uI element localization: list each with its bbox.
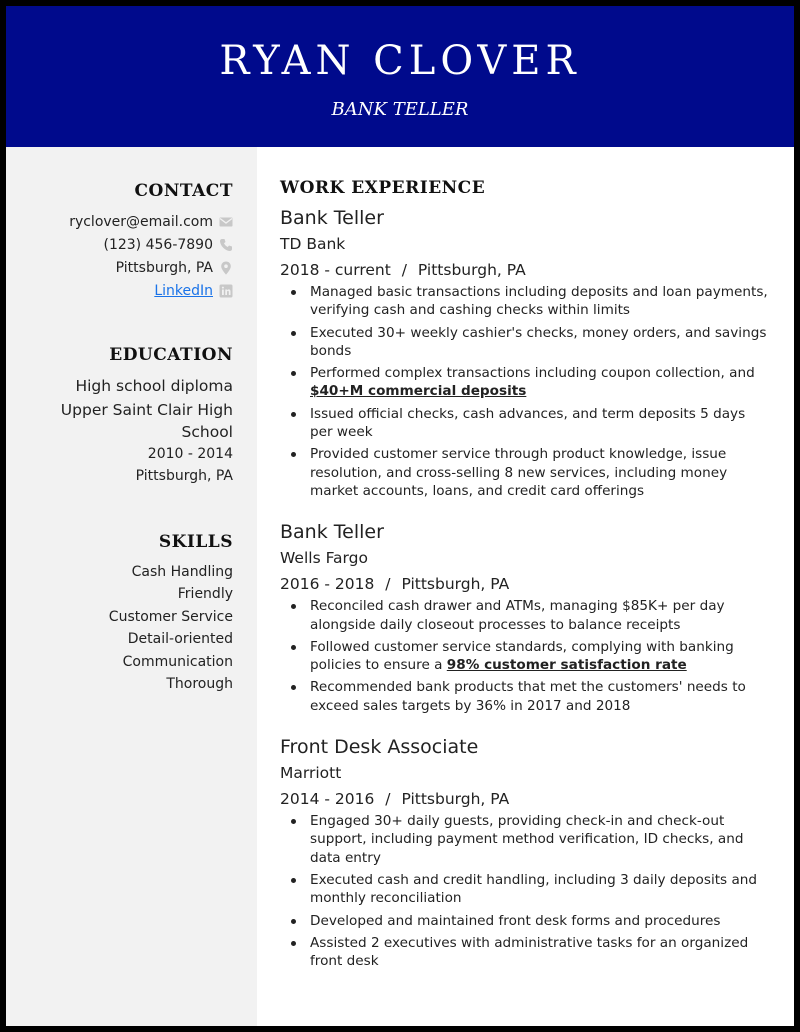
linkedin-link[interactable]: LinkedIn [154, 282, 213, 299]
contact-location [23, 256, 233, 279]
job-bullet: Reconciled cash drawer and ATMs, managing $85K+ per day alongside daily closeout processes to balance receipts [310, 597, 770, 634]
bullet-text: Followed customer service standards, complying with banking policies to ensure a [310, 638, 734, 674]
job-bullets [280, 283, 770, 500]
job-company: TD Bank [280, 235, 346, 253]
resume-page [6, 6, 794, 1026]
contact-email [23, 210, 233, 233]
job-bullet: Developed and maintained front desk forms and procedures [310, 912, 770, 930]
job-dates-location [280, 571, 770, 597]
job-entry [280, 735, 770, 970]
job-entry [280, 206, 770, 500]
education-years: 2010 - 2014 [147, 446, 233, 462]
skill-item: Detail-oriented [127, 631, 233, 648]
email-text: ryclover@email.com [69, 213, 213, 230]
job-bullet: Issued official checks, cash advances, and term deposits 5 days per week [310, 405, 770, 442]
job-location: Pittsburgh, PA [401, 790, 510, 809]
job-bullet [310, 638, 770, 675]
job-bullet: Executed cash and credit handling, including 3 daily deposits and monthly reconciliation [310, 871, 770, 908]
education-title: EDUCATION [109, 345, 233, 365]
education-school-line2: School [181, 423, 233, 441]
work-experience-title: WORK EXPERIENCE [280, 178, 486, 198]
job-company: Wells Fargo [280, 549, 368, 568]
job-entry [280, 520, 770, 715]
contact-phone [23, 233, 233, 256]
location-text: Pittsburgh, PA [115, 259, 213, 276]
skill-item: Cash Handling [131, 564, 233, 580]
skill-item: Customer Service [108, 608, 233, 625]
candidate-name: RYAN CLOVER [219, 38, 581, 84]
job-company: Marriott [280, 764, 342, 783]
phone-text: (123) 456-7890 [103, 236, 213, 253]
job-bullet: Engaged 30+ daily guests, providing check-in and check-out support, including payment method verification, ID checks, and data entry [310, 812, 770, 867]
education-degree: High school diploma [75, 377, 233, 395]
job-bullet: Recommended bank products that met the customers' needs to exceed sales targets by 36% in 2017 and 2018 [310, 678, 770, 715]
candidate-role: BANK TELLER [331, 99, 469, 120]
sidebar [6, 147, 257, 1026]
job-dates-location [280, 257, 770, 283]
job-bullet [310, 364, 770, 401]
job-bullet: Executed 30+ weekly cashier's checks, money orders, and savings bonds [310, 324, 770, 361]
skill-item: Communication [122, 653, 233, 670]
skill-item: Thorough [166, 676, 233, 693]
resume-header [6, 6, 794, 147]
education-section [23, 345, 233, 487]
job-bullet: Provided customer service through product knowledge, issue resolution, and cross-selling 8 new services, including money market accounts, loans, and credit card offerings [310, 445, 770, 500]
job-dates: 2014 - 2016 [280, 790, 375, 809]
job-location: Pittsburgh, PA [417, 261, 526, 279]
job-bullet: Managed basic transactions including deposits and loan payments, verifying cash and cashing checks within limits [310, 283, 770, 320]
job-bullet: Assisted 2 executives with administrative tasks for an organized front desk [310, 934, 770, 971]
bullet-highlight: $40+M commercial deposits [310, 383, 527, 400]
job-separator: / [385, 575, 391, 594]
job-title: Bank Teller [280, 521, 384, 544]
bullet-text: Performed complex transactions including coupon collection, and [310, 365, 755, 382]
contact-section [23, 181, 233, 302]
job-dates: 2018 - current [280, 261, 391, 279]
job-title: Front Desk Associate [280, 736, 479, 759]
work-experience-section [280, 178, 770, 974]
skills-section [23, 532, 233, 695]
map-pin-icon [219, 261, 233, 275]
job-dates: 2016 - 2018 [280, 575, 375, 594]
envelope-icon [219, 215, 233, 229]
contact-title: CONTACT [134, 181, 233, 201]
job-bullets [280, 812, 770, 970]
job-separator: / [385, 790, 391, 809]
phone-icon [219, 238, 233, 252]
skill-item: Friendly [177, 586, 233, 603]
skills-title: SKILLS [158, 532, 233, 552]
job-bullets [280, 597, 770, 715]
job-dates-location [280, 786, 770, 812]
bullet-highlight: 98% customer satisfaction rate [446, 657, 687, 674]
contact-linkedin [23, 279, 233, 302]
job-location: Pittsburgh, PA [401, 575, 510, 594]
job-separator: / [401, 261, 407, 279]
education-school-line1: Upper Saint Clair High [60, 401, 233, 419]
linkedin-icon [219, 284, 233, 298]
education-location: Pittsburgh, PA [135, 468, 233, 484]
job-title: Bank Teller [280, 207, 384, 229]
